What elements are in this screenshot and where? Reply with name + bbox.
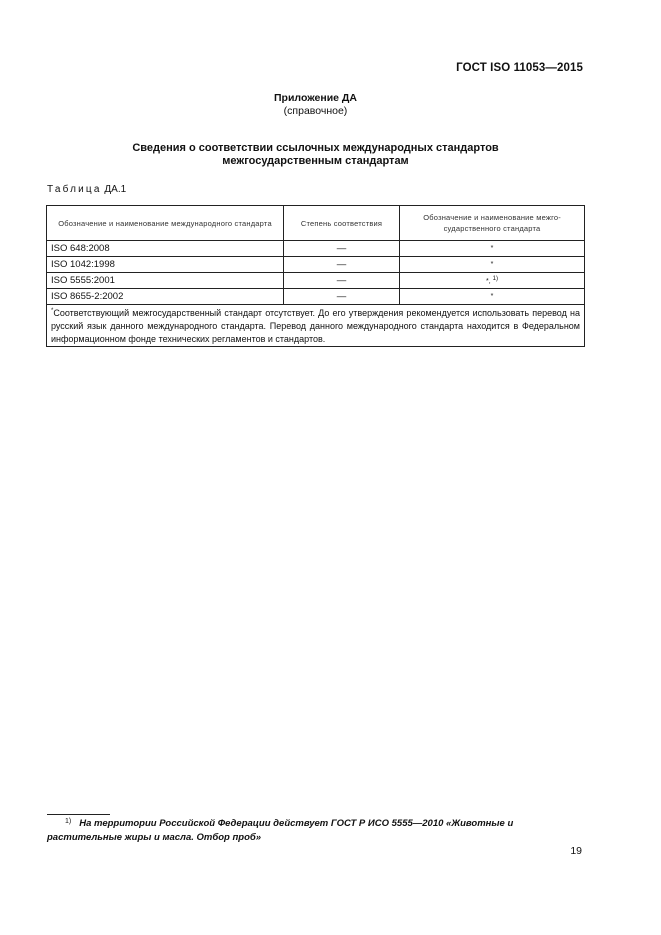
gost-cell xyxy=(400,257,585,273)
standard-cell: ISO 8655-2:2002 xyxy=(47,289,284,305)
section-title-line2: межгосударственным стандартам xyxy=(222,155,409,167)
table-caption xyxy=(47,184,126,195)
document-code: ГОСТ ISO 11053—2015 xyxy=(456,62,583,74)
table-note xyxy=(47,305,585,347)
standard-cell: ISO 1042:1998 xyxy=(47,257,284,273)
gost-cell xyxy=(400,273,585,289)
note-text: Соответствующий межгосударственный стандарт отсутствует. До его утверждения рекомендуется использовать перевод на русский язык данного международного стандарта. Перевод данного международного стандарта находится в Федеральном информационном фонде технических регламентов и стандартов. xyxy=(51,308,580,344)
table-caption-number: ДА.1 xyxy=(104,184,127,195)
header-international-standard: Обозначение и наименование международного стандарта xyxy=(47,206,284,241)
table-row xyxy=(47,289,585,305)
section-title-line1: Сведения о соответствии ссылочных международных стандартов xyxy=(132,142,499,154)
table-row xyxy=(47,241,585,257)
note-mark: * xyxy=(51,308,54,314)
footnote-text: На территории Российской Федерации действует ГОСТ Р ИСО 5555—2010 «Животные и растительные жиры и масла. Отбор проб» xyxy=(47,818,514,843)
degree-cell: — xyxy=(284,257,400,273)
gost-cell xyxy=(400,289,585,305)
gost-mark: * xyxy=(490,261,494,268)
header-degree: Степень соответствия xyxy=(284,206,400,241)
standard-cell: ISO 5555:2001 xyxy=(47,273,284,289)
degree-cell: — xyxy=(284,273,400,289)
table-row xyxy=(47,273,585,289)
degree-cell: — xyxy=(284,289,400,305)
section-heading xyxy=(0,142,631,168)
appendix-subtitle: (справочное) xyxy=(283,105,348,117)
gost-cell xyxy=(400,241,585,257)
header-interstate-standard: Обозначение и наименование межгосударственного стандарта xyxy=(400,206,585,241)
page-number: 19 xyxy=(570,845,582,857)
table-header-row xyxy=(47,206,585,241)
standards-table xyxy=(46,205,585,347)
gost-mark: * xyxy=(490,245,494,252)
footnote-mark: 1) xyxy=(65,818,72,825)
appendix-title: Приложение ДА xyxy=(274,92,357,104)
table-caption-word: Таблица xyxy=(47,184,102,195)
table-note-row xyxy=(47,305,585,347)
degree-cell: — xyxy=(284,241,400,257)
gost-mark: *, xyxy=(486,278,491,285)
footnote xyxy=(47,815,587,845)
standard-cell: ISO 648:2008 xyxy=(47,241,284,257)
footnote-reference: 1) xyxy=(492,276,498,282)
gost-mark: * xyxy=(490,293,494,300)
table-row xyxy=(47,257,585,273)
appendix-heading xyxy=(0,92,631,118)
